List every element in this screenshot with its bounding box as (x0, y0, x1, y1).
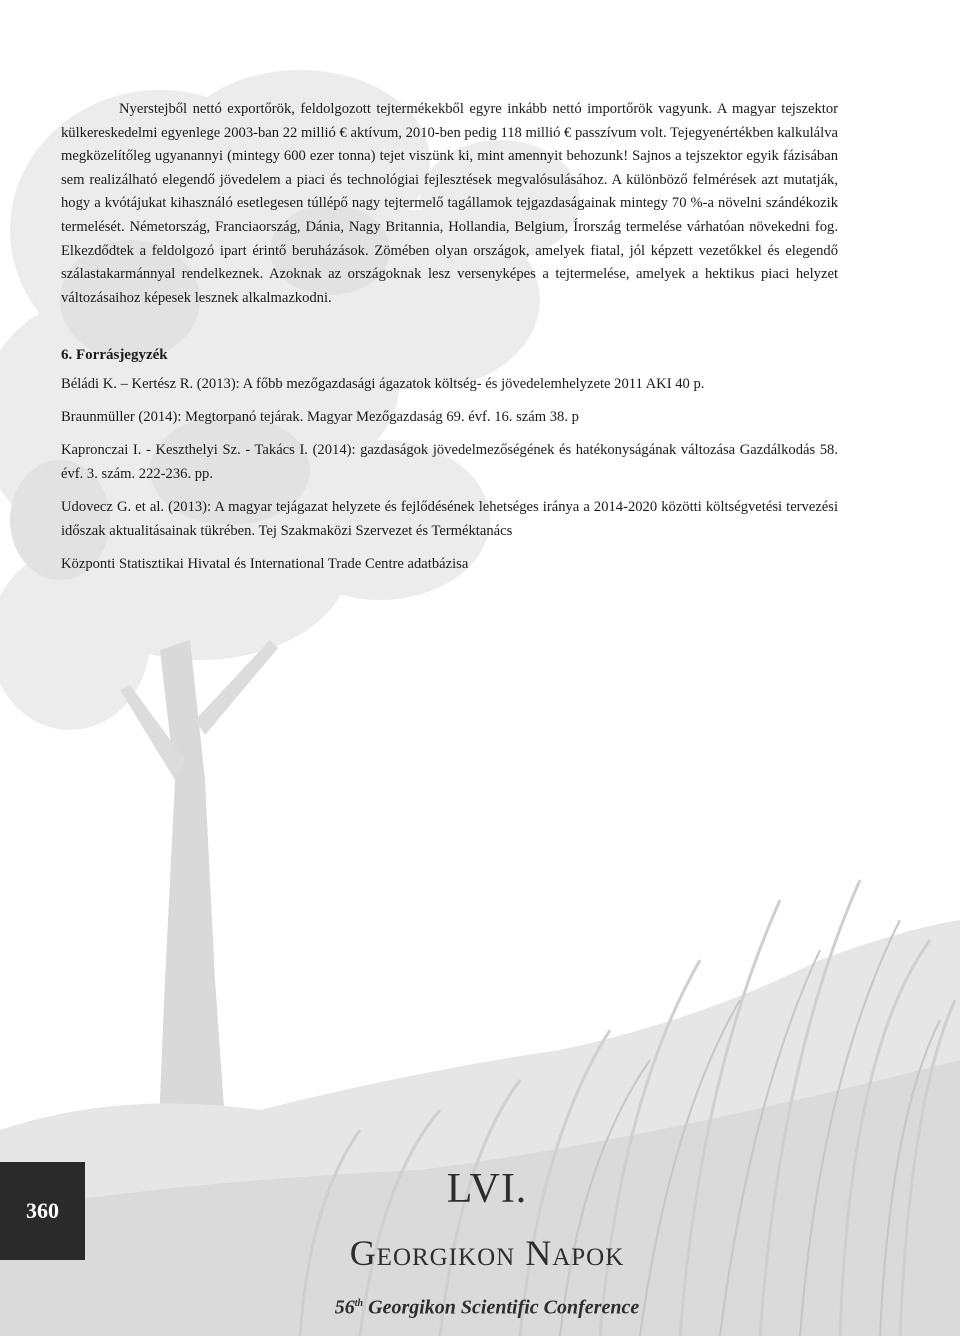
conference-footer (250, 1165, 724, 1321)
reference-item: Központi Statisztikai Hivatal és International Trade Centre adatbázisa (61, 556, 469, 573)
page-number: 360 (26, 1198, 59, 1223)
page-content (61, 98, 838, 585)
reference-item: Béládi K. – Kertész R. (2013): A főbb mezőgazdasági ágazatok költség- és jövedelemhelyzete 2011 AKI 40 p. (61, 376, 705, 393)
conference-subtitle-number: 56 (334, 1296, 355, 1319)
conference-name: Georgikon Napok (349, 1233, 625, 1273)
conference-number: LVI. (446, 1166, 528, 1212)
conference-subtitle-text: Georgikon Scientific Conference (363, 1296, 640, 1319)
conference-subtitle (250, 1291, 724, 1321)
references-heading: 6. Forrásjegyzék (61, 347, 168, 364)
reference-item: Braunmüller (2014): Megtorpanó tejárak. Magyar Mezőgazdaság 69. évf. 16. szám 38. p (61, 409, 579, 426)
conference-subtitle-ordinal: th (354, 1298, 364, 1309)
reference-item: Udovecz G. et al. (2013): A magyar tejágazat helyzete és fejlődésének lehetséges iránya a 2014-2020 közötti költségvetési tervezési időszak aktualitásainak tükrében. Tej Szakmaközi Szervezet és Terméktanács (61, 499, 838, 540)
reference-item: Kapronczai I. - Keszthelyi Sz. - Takács I. (2014): gazdaságok jövedelmezőségének és hatékonyságának változása Gazdálkodás 58. évf. 3. szám. 222-236. pp. (61, 442, 838, 483)
body-paragraph: Nyerstejből nettó exportőrök, feldolgozott tejtermékekből egyre inkább nettó importőrök vagyunk. A magyar tejszektor külkereskedelmi egyenlege 2003-ban 22 millió € aktívum, 2010-ben pedig 118 millió € passzívum volt. Tejegyenértékben kalkulálva megközelítőleg ugyanannyi (mintegy 600 ezer tonna) tejet viszünk ki, mint amennyit behozunk! Sajnos a tejszektor egyik fázisában sem realizálható elegendő jövedelem a piaci és technológiai fejlesztések megvalósulásához. A különböző felmérések azt mutatják, hogy a kvótájukat kihasználó esetlegesen túllépő nagy tejtermelő tagállamok tejgazdaságainak mintegy 70 %-a növelni szándékozik termelését. Németország, Franciaország, Dánia, Nagy Britannia, Hollandia, Belgium, Írország termelése várhatóan növekedni fog. Elkezdődtek a feldolgozó ipart érintő beruházások. Zömében olyan országok, amelyek fiatal, jól képzett vezetőkkel és elegendő szálastakarmánnyal rendelkeznek. Azoknak az országoknak lesz versenyképes a tejtermelése, amelyek a hektikus piaci helyzet változásaihoz képesek lesznek alkalmazkodni. (61, 101, 838, 306)
page-number-box (0, 1162, 85, 1260)
reference-list (61, 372, 838, 576)
